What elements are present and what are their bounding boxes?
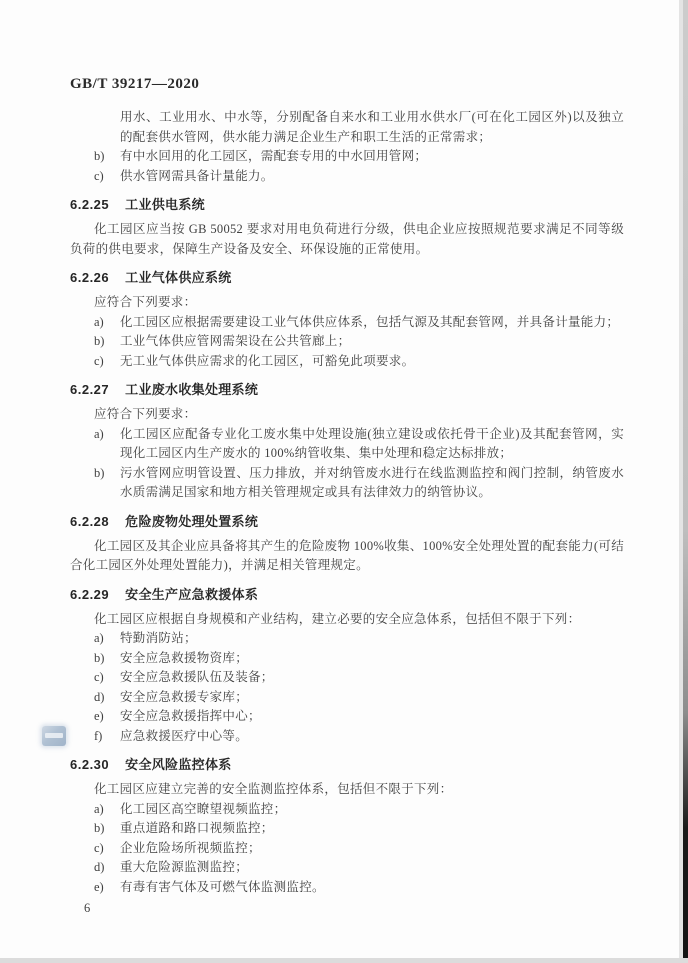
list-text: 重大危险源监测监控； — [120, 860, 249, 874]
list-marker: a) — [94, 801, 104, 816]
list-item — [70, 878, 624, 898]
list-item — [70, 425, 624, 464]
list-item — [70, 819, 624, 839]
list-text: 重点道路和路口视频监控； — [120, 821, 274, 835]
list-item — [70, 629, 624, 649]
scan-edge-bottom — [0, 958, 688, 963]
list-text: 安全应急救援队伍及装备； — [120, 670, 274, 684]
list-marker: d) — [94, 689, 105, 704]
list-marker: e) — [94, 879, 104, 894]
list-marker: c) — [94, 168, 104, 183]
heading-number: 6.2.28 — [70, 513, 110, 529]
list-text: 污水管网应明管设置、压力排放，并对纳管废水进行在线监测监控和阀门控制，纳管废水水质需满足国家和地方相关管理规定或具有法律效力的纳管协议。 — [120, 465, 624, 499]
watermark-stamp — [42, 726, 66, 746]
list-text: 无工业气体供应需求的化工园区，可豁免此项要求。 — [120, 353, 415, 368]
list-item — [70, 688, 624, 708]
list-marker: c) — [94, 353, 104, 368]
list-item — [70, 668, 624, 688]
list-text: 安全应急救援专家库； — [120, 689, 249, 704]
heading-title: 安全生产应急救援体系 — [125, 586, 259, 602]
list-marker: b) — [94, 334, 105, 348]
list-text: 应急救援医疗中心等。 — [120, 728, 249, 743]
heading-number: 6.2.26 — [70, 270, 110, 285]
section-heading — [70, 267, 624, 288]
paragraph: 应符合下列要求： — [94, 407, 197, 421]
list-item — [70, 839, 624, 859]
continuation-paragraph: 用水、工业用水、中水等，分别配备自来水和工业用水供水厂(可在化工园区外)以及独立的配套供水管网，供水能力满足企业生产和职工生活的正常需求； — [120, 110, 624, 144]
list-text: 化工园区应配备专业化工废水集中处理设施(独立建设或依托骨干企业)及其配套管网，实现化工园区内生产废水的 100%纳管收集、集中处理和稳定达标排放； — [120, 426, 624, 460]
document-body — [70, 108, 624, 897]
list-item — [70, 800, 624, 820]
list-marker: a) — [94, 426, 104, 441]
section-heading — [70, 584, 624, 605]
list-item — [70, 858, 624, 878]
list-marker: d) — [94, 860, 105, 874]
list-item — [70, 332, 624, 352]
list-item — [70, 727, 624, 747]
list-text: 供水管网需具备计量能力。 — [120, 168, 274, 183]
paragraph: 应符合下列要求： — [94, 295, 197, 309]
heading-title: 安全风险监控体系 — [125, 757, 232, 772]
standard-number-header: GB/T 39217—2020 — [70, 76, 200, 92]
list-text: 有毒有害气体及可燃气体监测监控。 — [120, 879, 325, 894]
list-text: 化工园区应根据需要建设工业气体供应体系，包括气源及其配套管网，并具备计量能力； — [120, 314, 620, 329]
list-marker: b) — [94, 650, 105, 665]
scanned-page — [70, 74, 624, 916]
section-heading — [70, 194, 624, 215]
list-item — [70, 352, 624, 372]
list-item — [70, 649, 624, 669]
heading-title: 工业供电系统 — [125, 197, 205, 212]
list-text: 化工园区高空瞭望视频监控； — [120, 801, 287, 816]
paragraph: 化工园区应根据自身规模和产业结构，建立必要的安全应急体系，包括但不限于下列： — [94, 611, 581, 626]
list-marker: b) — [94, 149, 105, 163]
section-heading — [70, 379, 624, 400]
list-marker: c) — [94, 840, 104, 855]
page-number: 6 — [84, 901, 91, 915]
list-marker: b) — [94, 821, 105, 835]
list-item — [70, 707, 624, 727]
heading-number: 6.2.25 — [70, 197, 110, 212]
list-item — [70, 464, 624, 503]
scan-edge-right-outer — [683, 0, 688, 963]
list-text: 工业气体供应管网需架设在公共管廊上； — [120, 334, 351, 348]
heading-number: 6.2.29 — [70, 586, 110, 602]
list-marker: a) — [94, 314, 104, 329]
list-marker: a) — [94, 631, 104, 645]
list-item — [70, 147, 624, 167]
heading-number: 6.2.30 — [70, 757, 110, 772]
list-marker: b) — [94, 465, 105, 480]
heading-title: 工业废水收集处理系统 — [125, 382, 259, 397]
list-text: 有中水回用的化工园区，需配套专用的中水回用管网； — [120, 149, 428, 163]
heading-number: 6.2.27 — [70, 382, 110, 397]
section-heading — [70, 754, 624, 775]
heading-title: 工业气体供应系统 — [125, 270, 232, 285]
paragraph: 化工园区应建立完善的安全监测监控体系，包括但不限于下列： — [94, 782, 453, 796]
section-heading — [70, 511, 624, 532]
list-marker: c) — [94, 670, 104, 684]
paragraph: 化工园区及其企业应具备将其产生的危险废物 100%收集、100%安全处理处置的配套能力(可结合化工园区外处理处置能力)，并满足相关管理规定。 — [70, 538, 624, 572]
heading-title: 危险废物处理处置系统 — [125, 513, 259, 529]
list-text: 安全应急救援指挥中心； — [120, 709, 261, 723]
list-text: 安全应急救援物资库； — [120, 650, 249, 665]
list-marker: f) — [94, 728, 103, 743]
list-item — [70, 313, 624, 333]
list-item — [70, 167, 624, 187]
list-text: 特勤消防站； — [120, 631, 197, 645]
list-marker: e) — [94, 709, 104, 723]
paragraph: 化工园区应当按 GB 50052 要求对用电负荷进行分级，供电企业应按照规范要求满足不同等级负荷的供电要求，保障生产设备及安全、环保设施的正常使用。 — [70, 222, 624, 256]
list-text: 企业危险场所视频监控； — [120, 840, 261, 855]
